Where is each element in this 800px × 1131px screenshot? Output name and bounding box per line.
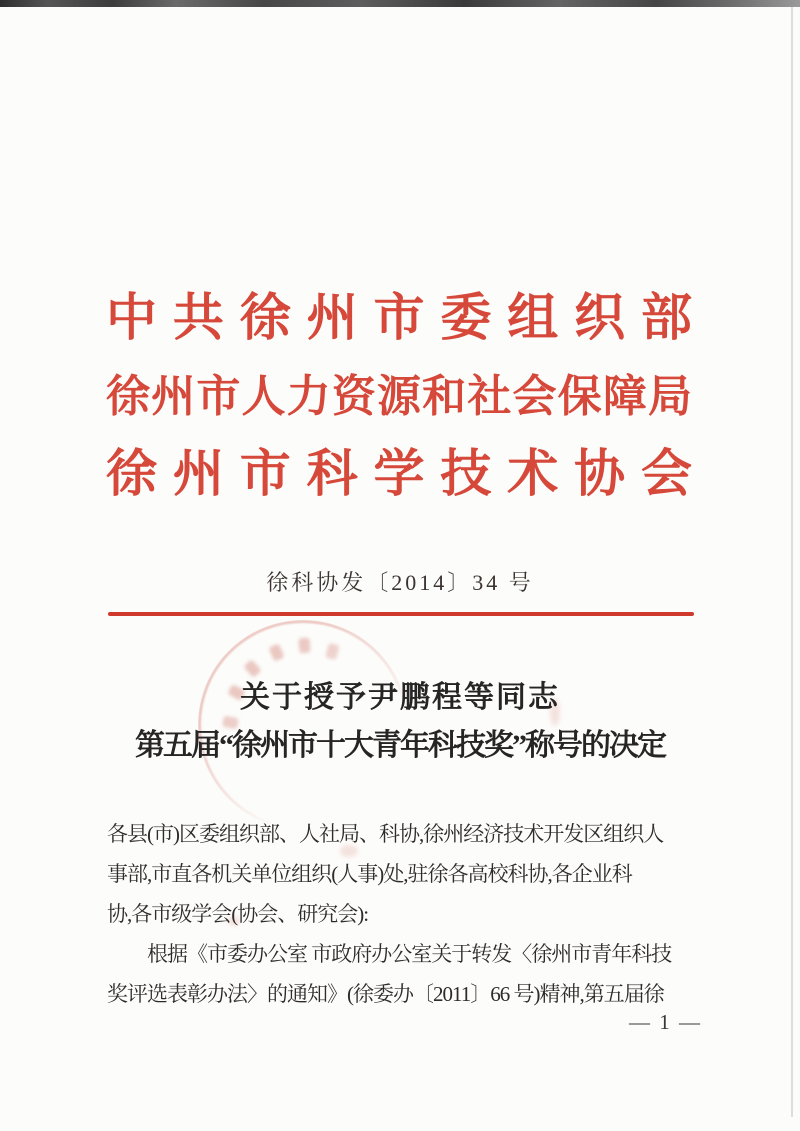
scan-edge-right xyxy=(791,7,793,1117)
letterhead-line-2: 徐州市人力资源和社会保障局 xyxy=(106,372,692,421)
scan-edge-top xyxy=(0,0,800,7)
letterhead-line-1: 中共徐州市委组织部 xyxy=(106,291,692,347)
red-divider-line xyxy=(108,612,694,616)
document-title-line-2: 第五届“徐州市十大青年科技奖”称号的决定 xyxy=(135,729,665,762)
seal-arc-mark xyxy=(298,638,310,654)
seal-arc-mark xyxy=(325,643,340,660)
page-number: — 1 — xyxy=(629,1010,702,1034)
document-number: 徐科协发〔2014〕34 号 xyxy=(266,570,534,595)
document-title-line-1: 关于授予尹鹏程等同志 xyxy=(240,681,560,714)
body-line-1: 各县(市)区委组织部、人社局、科协,徐州经济技术开发区组织人 xyxy=(107,822,664,846)
letterhead xyxy=(106,288,692,522)
body-line-2: 事部,市直各机关单位组织(人事)处,驻徐各高校科协,各企业科 xyxy=(107,862,632,886)
seal-arc-mark xyxy=(268,643,284,661)
body-line-4: 根据《市委办公室 市政府办公室关于转发〈徐州市青年科技 xyxy=(147,942,672,966)
letterhead-line-3: 徐州市科学技术协会 xyxy=(106,447,692,503)
body-line-3: 协,各市级学会(协会、研究会): xyxy=(107,902,369,926)
document-body xyxy=(107,814,699,1014)
body-line-5: 奖评选表彰办法〉的通知》(徐委办〔2011〕66 号)精神,第五届徐 xyxy=(107,982,664,1006)
